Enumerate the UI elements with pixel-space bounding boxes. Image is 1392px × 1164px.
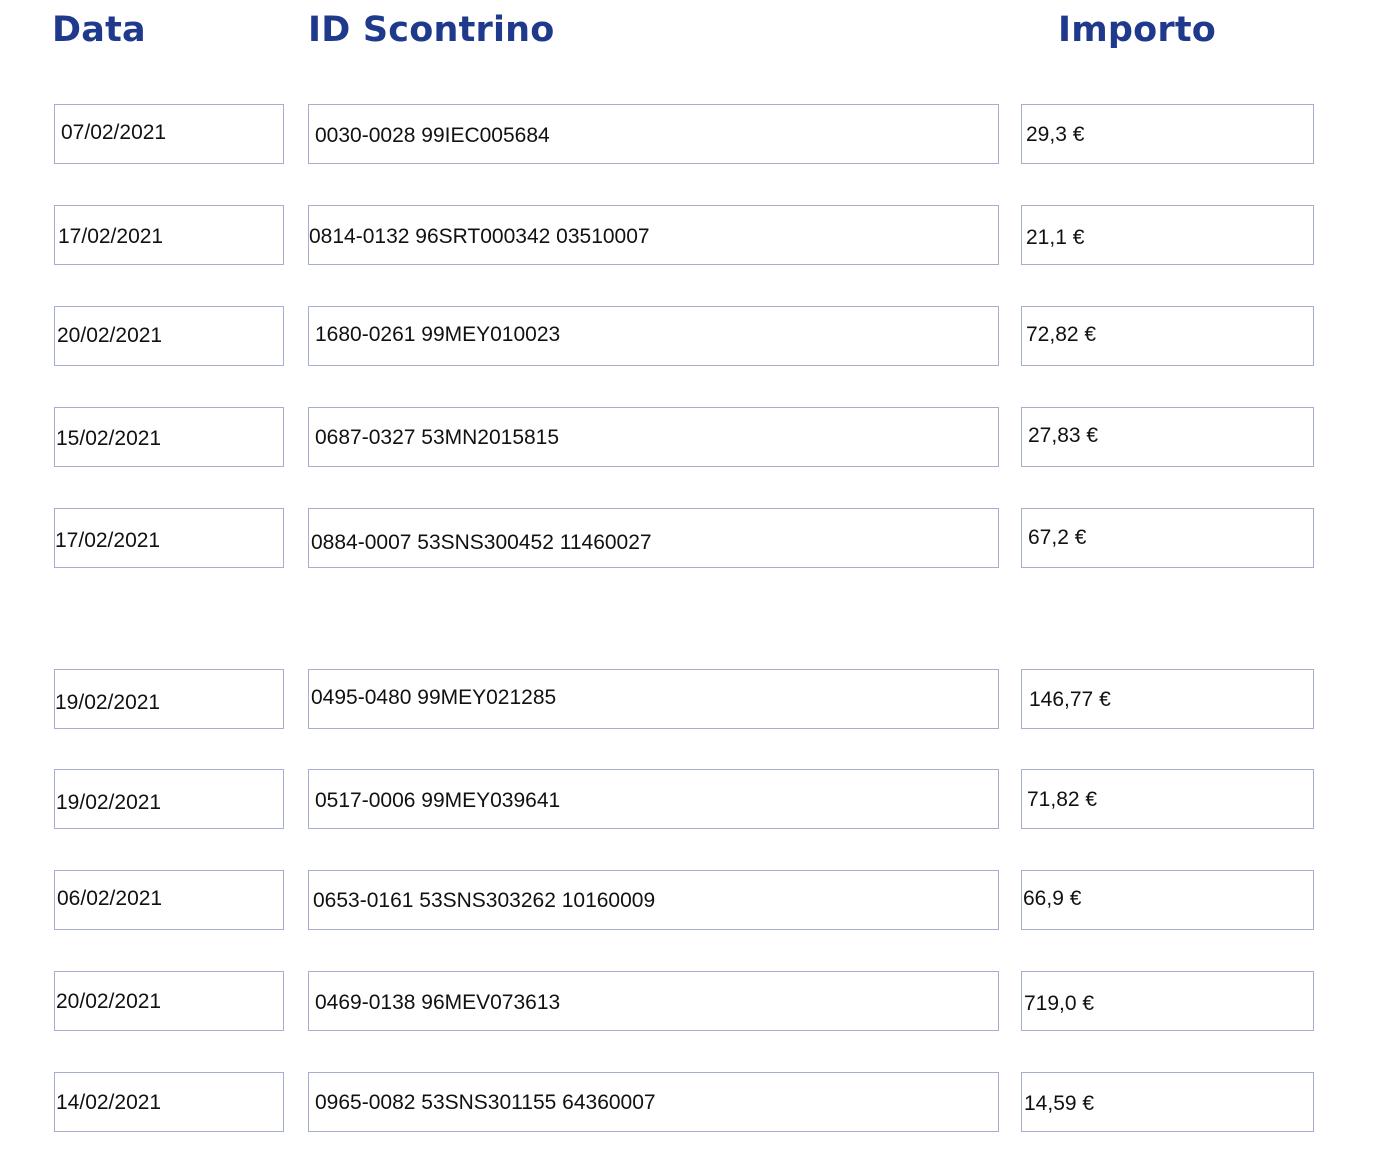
receipt-id-field[interactable]	[308, 769, 999, 829]
column-header-receipt-id: ID Scontrino	[308, 10, 555, 50]
amount-field[interactable]	[1021, 306, 1314, 366]
date-value: 20/02/2021	[56, 990, 162, 1013]
date-value: 14/02/2021	[56, 1091, 162, 1114]
date-field[interactable]	[54, 205, 284, 265]
date-value: 20/02/2021	[57, 324, 163, 347]
amount-value: 27,83 €	[1028, 424, 1099, 447]
receipt-id-value: 0517-0006 99MEY039641	[315, 789, 561, 812]
receipt-id-value: 0687-0327 53MN2015815	[315, 426, 560, 449]
receipt-id-value: 1680-0261 99MEY010023	[315, 323, 561, 346]
receipt-id-field[interactable]	[308, 870, 999, 930]
date-value: 07/02/2021	[61, 121, 167, 144]
amount-field[interactable]	[1021, 104, 1314, 164]
receipt-row	[0, 1072, 1392, 1134]
receipt-row	[0, 669, 1392, 731]
receipt-id-value: 0965-0082 53SNS301155 64360007	[315, 1091, 656, 1114]
receipt-id-field[interactable]	[308, 306, 999, 366]
amount-field[interactable]	[1021, 971, 1314, 1031]
date-field[interactable]	[54, 508, 284, 568]
receipt-id-value: 0814-0132 96SRT000342 03510007	[309, 225, 650, 248]
date-value: 19/02/2021	[55, 691, 161, 714]
amount-value: 71,82 €	[1027, 788, 1098, 811]
receipt-row	[0, 104, 1392, 166]
amount-value: 14,59 €	[1024, 1092, 1095, 1115]
amount-value: 21,1 €	[1026, 226, 1085, 249]
date-field[interactable]	[54, 870, 284, 930]
amount-value: 72,82 €	[1026, 323, 1097, 346]
amount-value: 29,3 €	[1026, 123, 1085, 146]
receipt-row	[0, 508, 1392, 570]
receipt-id-value: 0495-0480 99MEY021285	[311, 686, 557, 709]
receipt-id-field[interactable]	[308, 104, 999, 164]
amount-field[interactable]	[1021, 205, 1314, 265]
date-field[interactable]	[54, 1072, 284, 1132]
date-value: 17/02/2021	[58, 225, 164, 248]
receipt-row	[0, 769, 1392, 831]
amount-value: 146,77 €	[1029, 688, 1111, 711]
date-field[interactable]	[54, 769, 284, 829]
receipt-id-value: 0469-0138 96MEV073613	[315, 991, 561, 1014]
receipt-id-value: 0030-0028 99IEC005684	[315, 124, 550, 147]
receipt-id-field[interactable]	[308, 1072, 999, 1132]
receipt-id-field[interactable]	[308, 971, 999, 1031]
amount-field[interactable]	[1021, 769, 1314, 829]
amount-field[interactable]	[1021, 508, 1314, 568]
receipt-row	[0, 205, 1392, 267]
receipt-id-field[interactable]	[308, 205, 999, 265]
date-value: 17/02/2021	[55, 529, 161, 552]
date-field[interactable]	[54, 407, 284, 467]
receipt-id-value: 0884-0007 53SNS300452 11460027	[311, 531, 652, 554]
column-header-date: Data	[52, 10, 146, 50]
amount-field[interactable]	[1021, 1072, 1314, 1132]
receipt-row	[0, 870, 1392, 932]
receipt-id-value: 0653-0161 53SNS303262 10160009	[313, 889, 656, 912]
date-field[interactable]	[54, 669, 284, 729]
date-value: 15/02/2021	[56, 427, 162, 450]
receipt-id-field[interactable]	[308, 407, 999, 467]
column-header-amount: Importo	[1058, 10, 1217, 50]
amount-value: 66,9 €	[1023, 887, 1082, 910]
receipt-row	[0, 306, 1392, 368]
date-field[interactable]	[54, 971, 284, 1031]
date-value: 19/02/2021	[56, 791, 162, 814]
receipt-row	[0, 971, 1392, 1033]
receipt-id-field[interactable]	[308, 508, 999, 568]
amount-value: 719,0 €	[1024, 992, 1095, 1015]
date-field[interactable]	[54, 306, 284, 366]
receipt-row	[0, 407, 1392, 469]
date-value: 06/02/2021	[57, 887, 163, 910]
amount-value: 67,2 €	[1028, 526, 1087, 549]
receipt-id-field[interactable]	[308, 669, 999, 729]
date-field[interactable]	[54, 104, 284, 164]
amount-field[interactable]	[1021, 407, 1314, 467]
amount-field[interactable]	[1021, 669, 1314, 729]
amount-field[interactable]	[1021, 870, 1314, 930]
